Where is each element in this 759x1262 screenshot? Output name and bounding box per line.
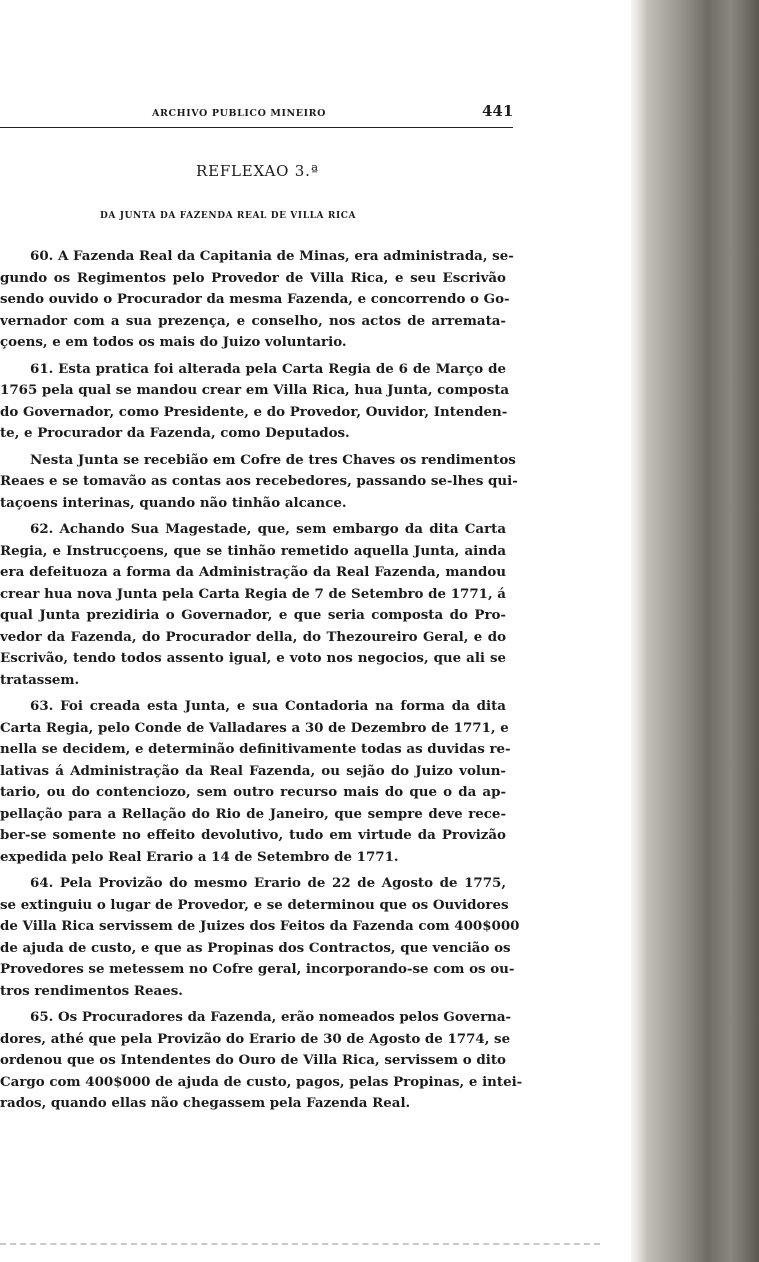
paragraph [0, 246, 514, 354]
text-line: expedida pelo Real Erario a 14 de Setembro de 1771. [0, 848, 399, 865]
text-line: ordenou que os Intendentes do Ouro de Villa Rica, servissem o dito [0, 1052, 506, 1068]
page-header [0, 102, 631, 124]
body-text [0, 246, 523, 1120]
text-line: se extinguiu o lugar de Provedor, e se determinou que os Ouvidores [0, 896, 509, 913]
text-line: 65. Os Procuradores da Fazenda, erão nomeados pelos Governa- [30, 1009, 512, 1025]
header-rule [0, 127, 513, 128]
text-line: 63. Foi creada esta Junta, e sua Contadoria na forma da dita [30, 698, 506, 714]
paragraph [0, 696, 511, 868]
text-line: Carta Regia, pelo Conde de Valladares a 30 de Dezembro de 1771, e [0, 719, 509, 736]
book-gutter-edge [631, 0, 759, 1262]
gutter-shadow [631, 0, 647, 1262]
paragraph [0, 450, 518, 515]
text-line: tratassem. [0, 671, 80, 688]
text-line: nella se decidem, e determinão definitivamente todas as duvidas re- [0, 741, 511, 757]
text-line: qual Junta prezidiria o Governador, e que seria composta do Pro- [0, 607, 506, 623]
text-line: lativas á Administração da Real Fazenda, ou sejão do Juizo volun- [0, 762, 506, 779]
text-line: 1765 pela qual se mandou crear em Villa Rica, hua Junta, composta [0, 382, 510, 398]
text-line: tario, ou do contenciozo, sem outro recurso mais do que o da ap- [0, 784, 506, 800]
text-line: Regia, e Instrucçoens, que se tinhão remetido aquella Junta, ainda [0, 542, 506, 559]
text-line: rados, quando ellas não chegassem pela Fazenda Real. [0, 1095, 411, 1111]
text-line: era defeituoza a forma da Administração da Real Fazenda, mandou [0, 564, 506, 580]
text-line: gundo os Regimentos pelo Provedor de Villa Rica, e seu Escrivão [0, 269, 506, 286]
text-line: 62. Achando Sua Magestade, que, sem embargo da dita Carta [30, 521, 506, 537]
text-line: çoens, e em todos os mais do Juizo voluntario. [0, 334, 347, 350]
paragraph [0, 873, 520, 1002]
text-line: Provedores se metessem no Cofre geral, incorporando-se com os ou- [0, 961, 515, 977]
text-line: Nesta Junta se recebião em Cofre de tres Chaves os rendimentos [30, 451, 516, 468]
section-subtitle: DA JUNTA DA FAZENDA REAL DE VILLA RICA [100, 211, 357, 221]
text-line: Reaes e se tomavão as contas aos recebedores, passando se-lhes qui- [0, 473, 518, 489]
footer-rule [0, 1243, 600, 1245]
text-line: sendo ouvido o Procurador da mesma Fazenda, e concorrendo o Go- [0, 291, 510, 307]
text-line: Cargo com 400$000 de ajuda de custo, pagos, pelas Propinas, e intei- [0, 1073, 523, 1090]
text-line: te, e Procurador da Fazenda, como Deputados. [0, 425, 350, 441]
text-line: de Villa Rica servissem de Juizes dos Feitos da Fazenda com 400$000 [0, 918, 520, 934]
text-line: pellação para a Rellação do Rio de Janeiro, que sempre deve rece- [0, 805, 506, 822]
page-number: 441 [482, 102, 514, 120]
running-title: ARCHIVO PUBLICO MINEIRO [152, 108, 327, 119]
text-line: 60. A Fazenda Real da Capitania de Minas, era administrada, se- [30, 248, 514, 264]
text-line: tros rendimentos Reaes. [0, 982, 183, 999]
text-line: ber-se somente no effeito devolutivo, tudo em virtude da Provizão [0, 827, 506, 843]
text-line: 64. Pela Provizão do mesmo Erario de 22 de Agosto de 1775, [30, 875, 506, 891]
paragraph [0, 1007, 523, 1115]
section-title: REFLEXAO 3.ª [196, 162, 319, 180]
text-line: Escrivão, tendo todos assento igual, e voto nos negocios, que ali se [0, 650, 506, 666]
text-line: 61. Esta pratica foi alterada pela Carta Regia de 6 de Março de [30, 360, 506, 377]
paragraph [0, 359, 510, 445]
text-line: crear hua nova Junta pela Carta Regia de 7 de Setembro de 1771, á [0, 585, 506, 602]
text-line: de ajuda de custo, e que as Propinas dos Contractos, que vencião os [0, 939, 511, 956]
text-line: vedor da Fazenda, do Procurador della, do Thezoureiro Geral, e do [0, 628, 506, 645]
paragraph [0, 519, 506, 691]
text-line: taçoens interinas, quando não tinhão alcance. [0, 494, 347, 511]
text-line: dores, athé que pela Provizão do Erario de 30 de Agosto de 1774, se [0, 1030, 511, 1047]
text-line: vernador com a sua prezença, e conselho, nos actos de arremata- [0, 312, 506, 329]
text-line: do Governador, como Presidente, e do Provedor, Ouvidor, Intenden- [0, 403, 508, 420]
